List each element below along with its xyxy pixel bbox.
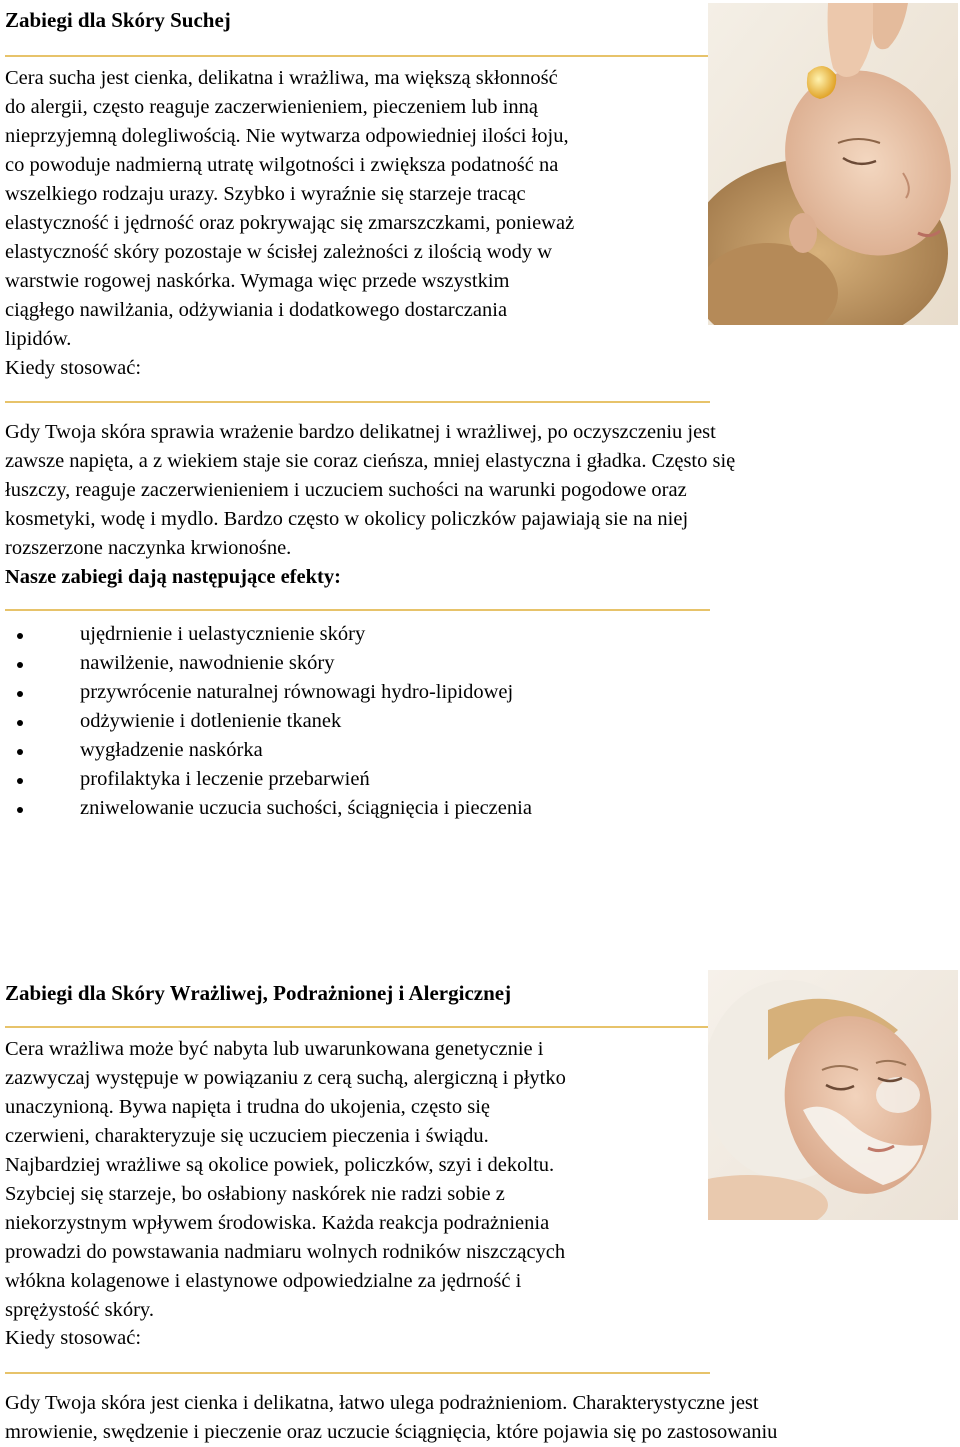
paragraph-line: lipidów. — [5, 328, 72, 350]
bullet-icon — [17, 662, 23, 668]
paragraph-line: Gdy Twoja skóra jest cienka i delikatna, łatwo ulega podrażnieniom. Charakterystyczne jest — [5, 1392, 759, 1414]
paragraph-line: do alergii, często reaguje zaczerwienieniem, pieczeniem lub inną — [5, 96, 538, 118]
section1-when-label: Kiedy stosować: — [5, 357, 142, 379]
paragraph-line: czerwieni, charakteryzuje się uczuciem pieczenia i świądu. — [5, 1125, 489, 1147]
section2-when-rule — [5, 1372, 710, 1374]
paragraph-line: łuszczy, reaguje zaczerwienieniem i uczuciem suchości na warunki pogodowe oraz — [5, 479, 687, 501]
paragraph-line: unaczynioną. Bywa napięta i trudna do ukojenia, często się — [5, 1096, 491, 1118]
paragraph-line: rozszerzone naczynka krwionośne. — [5, 537, 292, 559]
bullet-icon — [17, 720, 23, 726]
section1-title-rule — [5, 55, 710, 57]
section2-when-label: Kiedy stosować: — [5, 1327, 142, 1349]
paragraph-line: Gdy Twoja skóra sprawia wrażenie bardzo delikatnej i wrażliwej, po oczyszczeniu jest — [5, 421, 716, 443]
list-item: wygładzenie naskórka — [5, 736, 532, 765]
section1-when-text — [5, 418, 955, 563]
paragraph-line: Najbardziej wrażliwe są okolice powiek, policzków, szyi i dekoltu. — [5, 1154, 555, 1176]
paragraph-line: prowadzi do powstawania nadmiaru wolnych rodników niszczących — [5, 1241, 566, 1263]
paragraph-line: ciągłego nawilżania, odżywiania i dodatkowego dostarczania — [5, 299, 508, 321]
section1-effects-label: Nasze zabiegi dają następujące efekty: — [5, 566, 341, 588]
paragraph-line: warstwie rogowej naskórka. Wymaga więc przede wszystkim — [5, 270, 510, 292]
list-item: nawilżenie, nawodnienie skóry — [5, 649, 532, 678]
list-item: zniwelowanie uczucia suchości, ściągnięcia i pieczenia — [5, 794, 532, 823]
paragraph-line: Szybciej się starzeje, bo osłabiony naskórek nie radzi sobie z — [5, 1183, 505, 1205]
section1-when-rule — [5, 401, 710, 403]
section2-title-rule — [5, 1026, 710, 1028]
list-item: odżywienie i dotlenienie tkanek — [5, 707, 532, 736]
list-item: przywrócenie naturalnej równowagi hydro-lipidowej — [5, 678, 532, 707]
paragraph-line: Cera sucha jest cienka, delikatna i wrażliwa, ma większą skłonność — [5, 67, 558, 89]
section1-title: Zabiegi dla Skóry Suchej — [5, 8, 231, 32]
paragraph-line: nieprzyjemną dolegliwością. Nie wytwarza odpowiedniej ilości łoju, — [5, 125, 569, 147]
section2-intro — [5, 1035, 710, 1325]
effects-list — [5, 620, 532, 823]
paragraph-line: wszelkiego rodzaju urazy. Szybko i wyraźnie się starzeje tracąc — [5, 183, 526, 205]
paragraph-line: zawsze napięta, a z wiekiem staje sie coraz cieńsza, mniej elastyczna i gładka. Często się — [5, 450, 736, 472]
paragraph-line: Cera wrażliwa może być nabyta lub uwarunkowana genetycznie i — [5, 1038, 544, 1060]
bullet-icon — [17, 807, 23, 813]
spa-oil-drop-photo — [708, 3, 958, 325]
paragraph-line: elastyczność i jędrność oraz pokrywając się zmarszczkami, ponieważ — [5, 212, 575, 234]
paragraph-line: włókna kolagenowe i elastynowe odpowiedzialne za jędrność i — [5, 1270, 522, 1292]
section1-intro — [5, 64, 705, 354]
section1-effects-rule — [5, 609, 710, 611]
paragraph-line: kosmetyki, wodę i mydlo. Bardzo często w okolicy policzków pajawiają sie na niej — [5, 508, 689, 530]
paragraph-line: mrowienie, swędzenie i pieczenie oraz uczucie ściągnięcia, które pojawia się po zastosowaniu — [5, 1421, 778, 1443]
paragraph-line: niekorzystnym wpływem środowiska. Każda reakcja podrażnienia — [5, 1212, 550, 1234]
section2-title: Zabiegi dla Skóry Wrażliwej, Podrażnionej i Alergicznej — [5, 981, 512, 1005]
paragraph-line: sprężystość skóry. — [5, 1299, 154, 1321]
bullet-icon — [17, 778, 23, 784]
paragraph-line: elastyczność skóry pozostaje w ścisłej zależności z ilością wody w — [5, 241, 553, 263]
paragraph-line: zazwyczaj występuje w powiązaniu z cerą suchą, alergiczną i płytko — [5, 1067, 566, 1089]
paragraph-line: co powoduje nadmierną utratę wilgotności i zwiększa podatność na — [5, 154, 559, 176]
list-item: ujędrnienie i uelastycznienie skóry — [5, 620, 532, 649]
bullet-icon — [17, 691, 23, 697]
bullet-icon — [17, 749, 23, 755]
section2-when-text — [5, 1389, 960, 1447]
bullet-icon — [17, 633, 23, 639]
list-item: profilaktyka i leczenie przebarwień — [5, 765, 532, 794]
spa-face-mask-photo — [708, 970, 958, 1220]
